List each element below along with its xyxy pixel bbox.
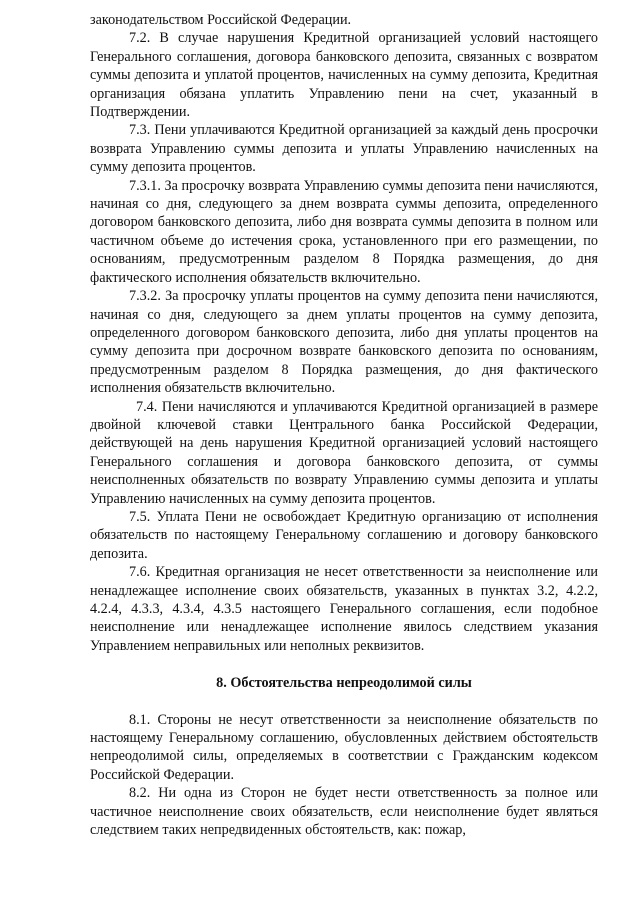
paragraph-7-3-2: 7.3.2. За просрочку уплаты процентов на сумму депозита пени начисляются, начиная со дня, следующего за днем уплаты процентов на сумму депозита, определенного договором банковского депозита, либо дня уплаты процентов на сумму депозита при досрочном возврате банковского депозита по основаниям, предусмотренным разделом 8 Порядка размещения, до дня фактического исполнения обязательств включительно. <box>90 288 598 397</box>
document-page <box>90 11 598 839</box>
paragraph-8-2: 8.2. Ни одна из Сторон не будет нести ответственность за полное или частичное неисполнение своих обязательств, если неисполнение будет являться следствием таких непредвиденных обстоятельств, как: пожар, <box>90 785 598 839</box>
paragraph-7-3: 7.3. Пени уплачиваются Кредитной организацией за каждый день просрочки возврата Управлению суммы депозита и уплаты Управлению начисленных на сумму депозита процентов. <box>90 122 598 176</box>
paragraph-7-2: 7.2. В случае нарушения Кредитной организацией условий настоящего Генерального соглашения, договора банковского депозита, связанных с возвратом суммы депозита и уплатой процентов, начисленных на сумму депозита, Кредитная организация обязана уплатить Управлению пени на счет, указанный в Подтверждении. <box>90 30 598 121</box>
paragraph-7-4: 7.4. Пени начисляются и уплачиваются Кредитной организацией в размере двойной ключевой ставки Центрального банка Российской Федерации, действующей на день нарушения Кредитной организацией условий настоящего Генерального соглашения и договора банковского депозита, от суммы неисполненных обязательств по возврату Управлению суммы депозита и уплаты Управлению начисленных на сумму депозита процентов. <box>90 398 598 507</box>
paragraph-7-3-1: 7.3.1. За просрочку возврата Управлению суммы депозита пени начисляются, начиная со дня, следующего за днем возврата суммы депозита, определенного договором банковского депозита, либо дня возврата суммы депозита в полном или частичном объеме до истечения срока, установленного при его размещении, по основаниям, предусмотренным разделом 8 Порядка размещения, до дня фактического исполнения обязательств включительно. <box>90 177 598 286</box>
paragraph-8-1: 8.1. Стороны не несут ответственности за неисполнение обязательств по настоящему Генеральному соглашению, обусловленных действием обстоятельств непреодолимой силы, определяемых в соответствии с Гражданским кодексом Российской Федерации. <box>90 711 598 783</box>
paragraph-7-6: 7.6. Кредитная организация не несет ответственности за неисполнение или ненадлежащее исполнение своих обязательств, указанных в пунктах 3.2, 4.2.2, 4.2.4, 4.3.3, 4.3.4, 4.3.5 настоящего Генерального соглашения, если подобное неисполнение или ненадлежащее исполнение явилось следствием указания Управлением неправильных или неполных реквизитов. <box>90 564 598 654</box>
paragraph-continuation: законодательством Российской Федерации. <box>90 12 352 28</box>
paragraph-7-5: 7.5. Уплата Пени не освобождает Кредитную организацию от исполнения обязательств по настоящему Генеральному соглашению и договору банковского депозита. <box>90 508 598 562</box>
section-8-heading: 8. Обстоятельства непреодолимой силы <box>216 675 472 692</box>
